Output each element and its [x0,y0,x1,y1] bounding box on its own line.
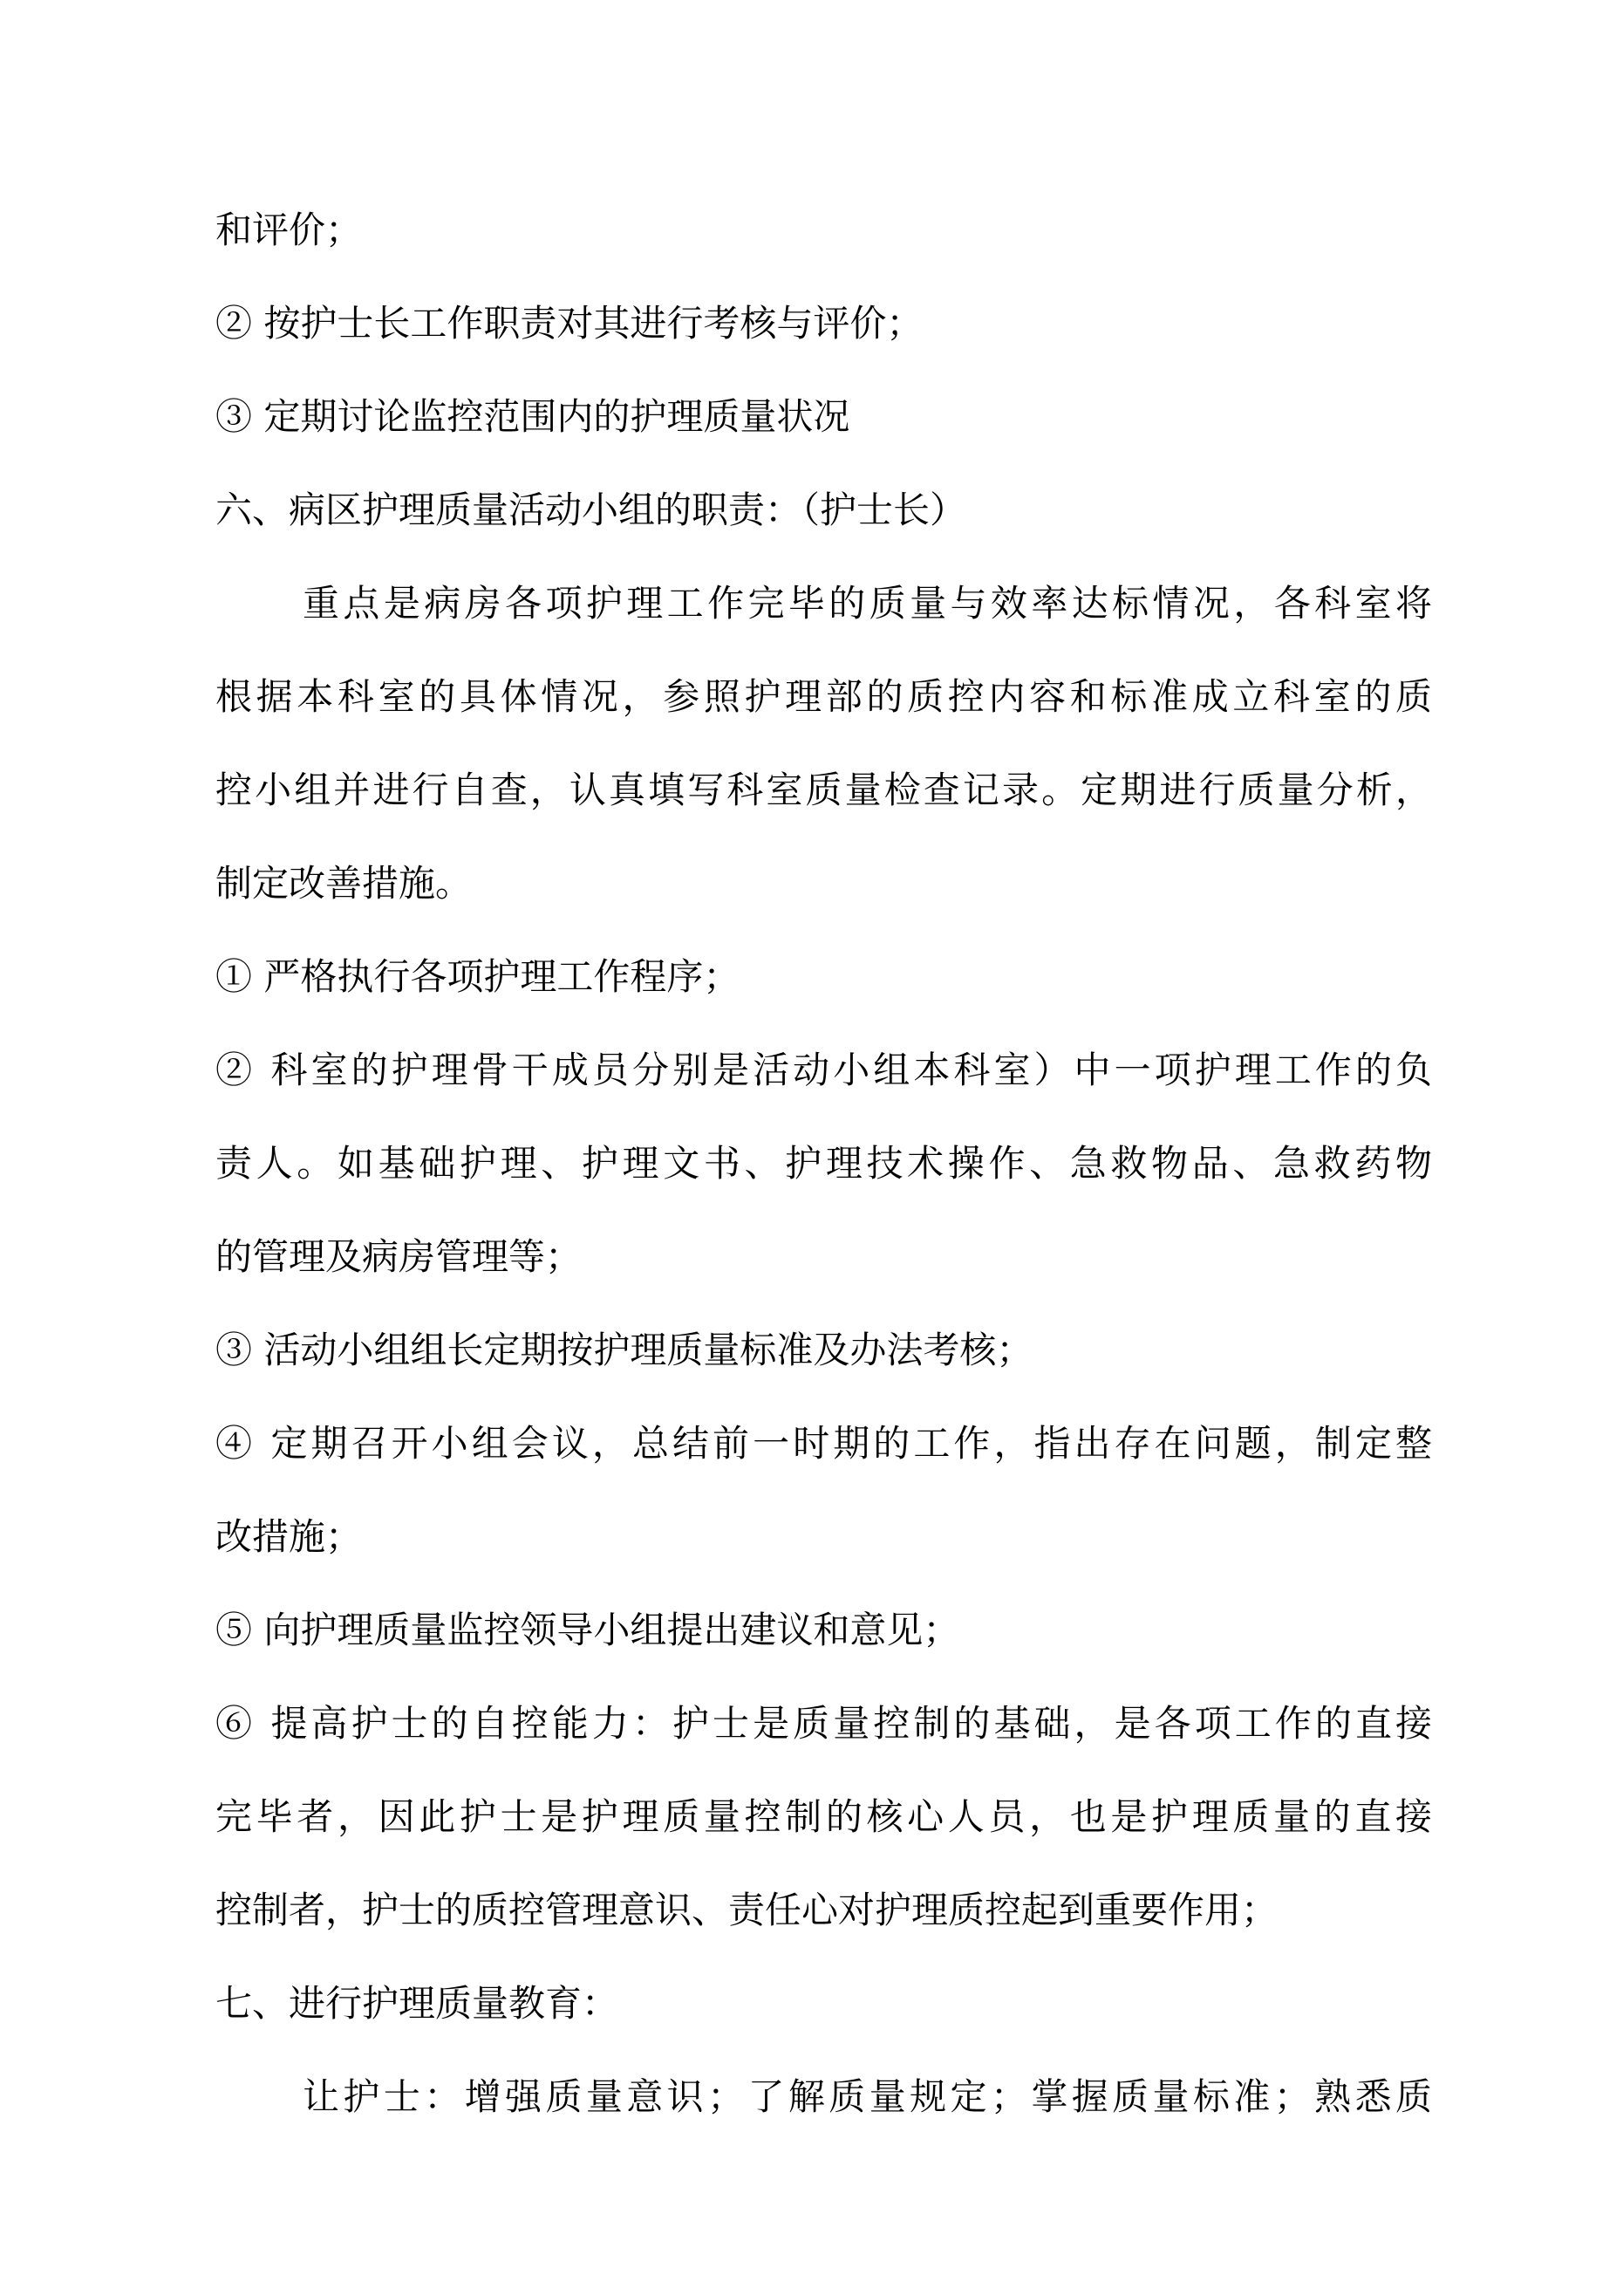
list-item-2-continued: 责人。如基础护理、护理文书、护理技术操作、急救物品、急救药物 [215,1142,1432,1185]
list-item-4-continued: 改措施； [215,1515,363,1558]
list-item-3: ③ 活动小组组长定期按护理质量标准及办法考核； [215,1329,1033,1371]
list-item-4: ④ 定期召开小组会议，总结前一时期的工作，指出存在问题，制定整 [215,1422,1432,1465]
list-item-5: ⑤ 向护理质量监控领导小组提出建议和意见； [215,1609,960,1651]
paragraph-line: 重点是病房各项护理工作完毕的质量与效率达标情况，各科室将 [303,582,1432,625]
list-item-3: ③ 定期讨论监控范围内的护理质量状况 [215,395,850,438]
list-item-2: ② 按护士长工作职责对其进行考核与评价； [215,302,924,345]
list-item-6-continued: 完毕者，因此护士是护理质量控制的核心人员，也是护理质量的直接 [215,1795,1432,1838]
list-item-6: ⑥ 提高护士的自控能力：护士是质量控制的基础，是各项工作的直接 [215,1702,1432,1745]
paragraph-line: 根据本科室的具体情况，参照护理部的质控内容和标准成立科室的质 [215,675,1432,718]
section-heading-7: 七、进行护理质量教育： [215,1982,619,2025]
list-item-2: ② 科室的护理骨干成员分别是活动小组本科室）中一项护理工作的负 [215,1049,1432,1091]
list-item-6-continued: 控制者，护士的质控管理意识、责任心对护理质控起到重要作用； [215,1889,1279,1931]
paragraph-line: 控小组并进行自查，认真填写科室质量检查记录。定期进行质量分析， [215,769,1432,811]
section-heading-6: 六、病区护理质量活动小组的职责：（护士长） [215,489,967,531]
paragraph-line: 让护士：增强质量意识；了解质量规定；掌握质量标准；熟悉质 [303,2075,1432,2118]
list-item-1: ① 严格执行各项护理工作程序； [215,955,740,998]
paragraph-line: 制定改善措施。 [215,862,473,905]
text-line: 和评价； [215,208,363,251]
document-body [215,183,1432,2143]
list-item-2-continued: 的管理及病房管理等； [215,1235,583,1278]
